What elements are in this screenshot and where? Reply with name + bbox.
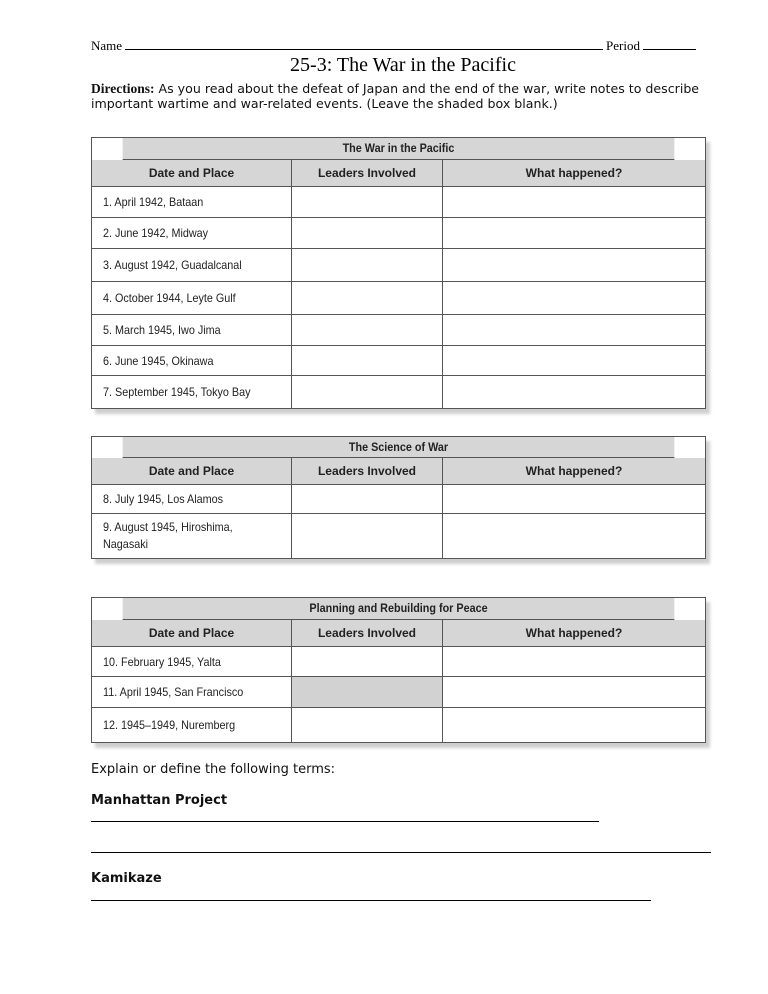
shaded-blank-cell bbox=[292, 677, 443, 707]
term-manhattan-project: Manhattan Project bbox=[91, 793, 228, 808]
directions bbox=[91, 81, 713, 111]
table-war-in-pacific bbox=[91, 137, 706, 409]
what-happened-input-cell[interactable] bbox=[443, 218, 705, 248]
col-header-leaders: Leaders Involved bbox=[292, 458, 443, 484]
term-kamikaze: Kamikaze bbox=[91, 871, 162, 886]
answer-line[interactable] bbox=[91, 821, 599, 822]
date-place-cell: 8. July 1945, Los Alamos bbox=[92, 485, 292, 513]
table-row bbox=[92, 249, 705, 282]
date-place-cell: 5. March 1945, Iwo Jima bbox=[92, 315, 292, 345]
what-happened-input-cell[interactable] bbox=[443, 708, 705, 742]
table-row bbox=[92, 708, 705, 742]
date-place-cell: 6. June 1945, Okinawa bbox=[92, 346, 292, 375]
what-happened-input-cell[interactable] bbox=[443, 346, 705, 375]
what-happened-input-cell[interactable] bbox=[443, 485, 705, 513]
table-row bbox=[92, 315, 705, 346]
table-caption: The Science of War bbox=[123, 437, 675, 458]
period-label: Period bbox=[606, 38, 640, 53]
name-blank[interactable] bbox=[125, 37, 603, 50]
what-happened-input-cell[interactable] bbox=[443, 315, 705, 345]
what-happened-input-cell[interactable] bbox=[443, 647, 705, 676]
date-place-cell: 1. April 1942, Bataan bbox=[92, 187, 292, 217]
what-happened-input-cell[interactable] bbox=[443, 187, 705, 217]
leaders-input-cell[interactable] bbox=[292, 346, 443, 375]
table-row bbox=[92, 514, 705, 558]
table-row bbox=[92, 346, 705, 376]
explain-prompt: Explain or define the following terms: bbox=[91, 762, 336, 777]
table-header-row bbox=[92, 458, 705, 485]
table-row bbox=[92, 647, 705, 677]
leaders-input-cell[interactable] bbox=[292, 376, 443, 408]
table-row bbox=[92, 282, 705, 315]
date-place-cell: 3. August 1942, Guadalcanal bbox=[92, 249, 292, 281]
leaders-input-cell[interactable] bbox=[292, 282, 443, 314]
leaders-input-cell[interactable] bbox=[292, 708, 443, 742]
page-title: 25-3: The War in the Pacific bbox=[290, 54, 516, 76]
what-happened-input-cell[interactable] bbox=[443, 376, 705, 408]
table-row bbox=[92, 187, 705, 218]
name-period-line bbox=[91, 37, 713, 54]
date-place-cell: 7. September 1945, Tokyo Bay bbox=[92, 376, 292, 408]
what-happened-input-cell[interactable] bbox=[443, 249, 705, 281]
date-place-cell: 4. October 1944, Leyte Gulf bbox=[92, 282, 292, 314]
table-row bbox=[92, 485, 705, 514]
col-header-what-happened: What happened? bbox=[525, 626, 623, 640]
what-happened-input-cell[interactable] bbox=[443, 282, 705, 314]
col-header-date-place: Date and Place bbox=[92, 160, 292, 186]
table-row bbox=[92, 677, 705, 708]
directions-text: As you read about the defeat of Japan and the end of the war, write notes to describe important wartime and war-related events. (Leave the shaded box blank.) bbox=[91, 81, 700, 111]
date-place-cell: 2. June 1942, Midway bbox=[92, 218, 292, 248]
col-header-date-place: Date and Place bbox=[92, 620, 292, 646]
col-header-leaders: Leaders Involved bbox=[292, 160, 443, 186]
leaders-input-cell[interactable] bbox=[292, 218, 443, 248]
col-header-date-place: Date and Place bbox=[92, 458, 292, 484]
date-place-cell: 12. 1945–1949, Nuremberg bbox=[92, 708, 292, 742]
col-header-what-happened: What happened? bbox=[525, 464, 623, 478]
table-row bbox=[92, 376, 705, 408]
col-header-leaders: Leaders Involved bbox=[292, 620, 443, 646]
date-place-cell: 10. February 1945, Yalta bbox=[92, 647, 292, 676]
leaders-input-cell[interactable] bbox=[292, 249, 443, 281]
leaders-input-cell[interactable] bbox=[292, 187, 443, 217]
table-row bbox=[92, 218, 705, 249]
answer-line[interactable] bbox=[91, 900, 651, 901]
what-happened-input-cell[interactable] bbox=[443, 677, 705, 707]
period-blank[interactable] bbox=[643, 37, 696, 50]
date-place-cell: 9. August 1945, Hiroshima, Nagasaki bbox=[92, 514, 292, 558]
leaders-input-cell[interactable] bbox=[292, 315, 443, 345]
date-place-cell: 11. April 1945, San Francisco bbox=[92, 677, 292, 707]
name-label: Name bbox=[91, 38, 123, 53]
table-header-row bbox=[92, 620, 705, 647]
directions-label: Directions: bbox=[91, 81, 155, 96]
table-science-of-war bbox=[91, 436, 706, 559]
answer-line[interactable] bbox=[91, 852, 711, 853]
table-planning-rebuilding-peace bbox=[91, 597, 706, 743]
table-caption: The War in the Pacific bbox=[123, 138, 675, 160]
table-caption: Planning and Rebuilding for Peace bbox=[123, 598, 675, 620]
table-header-row bbox=[92, 160, 705, 187]
leaders-input-cell[interactable] bbox=[292, 485, 443, 513]
leaders-input-cell[interactable] bbox=[292, 647, 443, 676]
what-happened-input-cell[interactable] bbox=[443, 514, 705, 558]
col-header-what-happened: What happened? bbox=[525, 166, 623, 180]
leaders-input-cell[interactable] bbox=[292, 514, 443, 558]
